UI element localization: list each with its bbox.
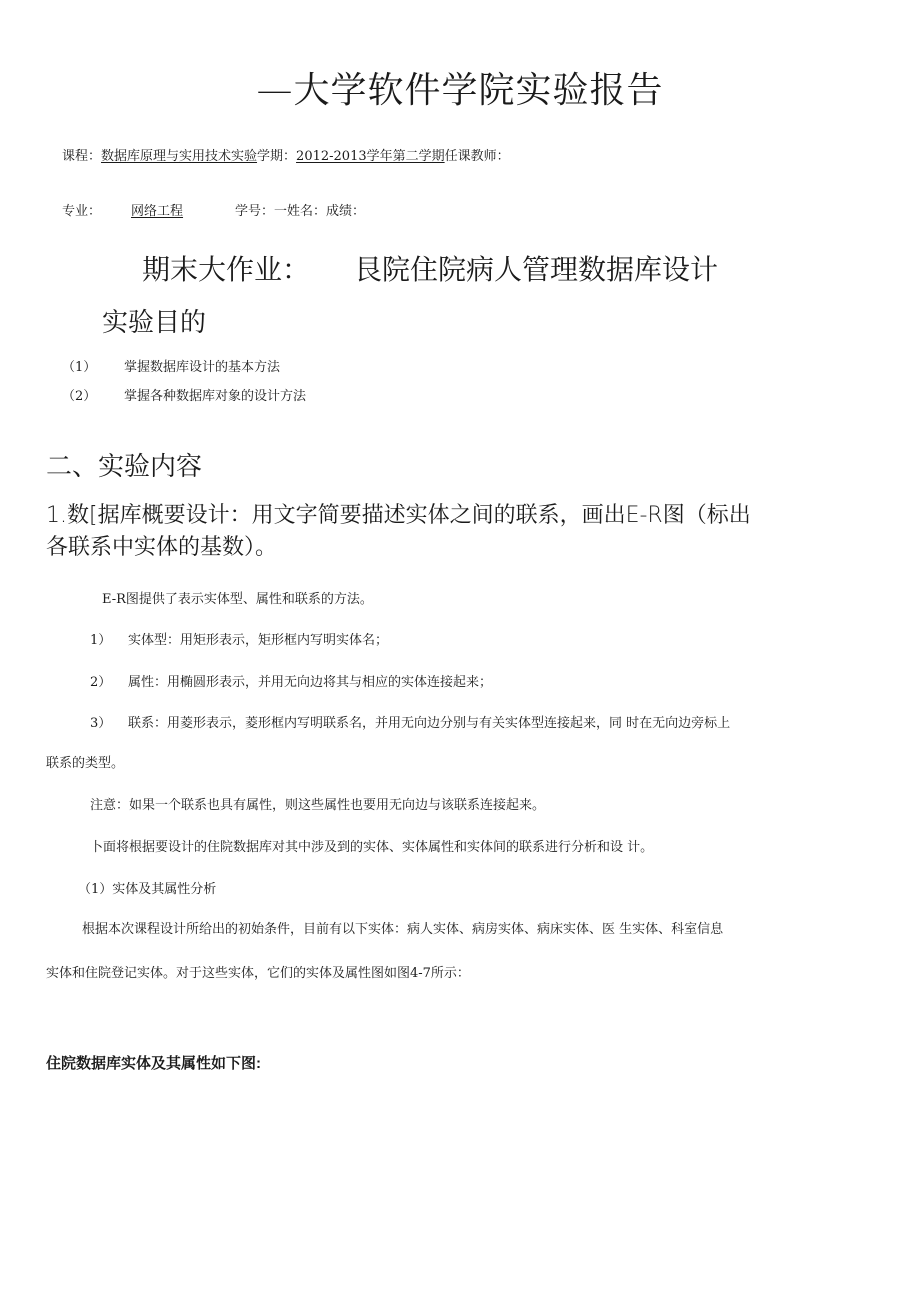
- list-item-text: 属性：用椭圆形表示，并用无向边将其与相应的实体连接起来；: [128, 675, 493, 690]
- objective-number: （1）: [62, 360, 97, 375]
- course-value: 数据库原理与实用技术实验: [101, 149, 258, 164]
- objective-number: （2）: [62, 389, 97, 404]
- objective-text: 掌握各种数据库对象的设计方法: [124, 389, 307, 404]
- term-label: 学期：: [257, 149, 297, 164]
- course-info-line: [62, 145, 510, 164]
- list-item-text: 联系：用菱形表示，菱形框内写明联系名，并用无向边分别与有关实体型连接起来，同 时在无向边旁标上: [128, 716, 731, 731]
- objective-text: 掌握数据库设计的基本方法: [124, 360, 281, 375]
- note-paragraph: 注意：如果一个联系也具有属性，则这些属性也要用无向边与该联系连接起来。: [90, 798, 546, 813]
- er-intro-paragraph: E-R图提供了表示实体型、属性和联系的方法。: [102, 592, 373, 607]
- subheading-line-1: 1.数[据库概要设计：用文字简要描述实体之间的联系，画出E-R图（标出: [46, 503, 751, 528]
- major-label: 专业：: [62, 204, 102, 219]
- project-title: [142, 248, 718, 288]
- entities-paragraph-line-1: 根据本次课程设计所给出的初始条件，目前有以下实体：病人实体、病房实体、病床实体、医 生实体、科室信息: [82, 922, 724, 937]
- teacher-label: 任课教师：: [444, 149, 510, 164]
- list-item-text: 实体型：用矩形表示，矩形框内写明实体名；: [128, 633, 389, 648]
- student-info-labels: 学号：一姓名：成绩：: [235, 204, 366, 219]
- course-label: 课程：: [62, 149, 102, 164]
- project-title-prefix: 期末大作业：: [142, 253, 311, 286]
- list-item-number: 1）: [90, 633, 112, 648]
- entity-analysis-subheading: （1）实体及其属性分析: [78, 882, 217, 897]
- figure-caption: 住院数据库实体及其属性如下图:: [46, 1055, 261, 1072]
- term-value: 2012-2013学年第二学期: [296, 149, 445, 164]
- project-title-name: 艮院住院病人管理数据库设计: [354, 253, 719, 286]
- list-item-number: 3）: [90, 716, 112, 731]
- analysis-intro-paragraph: 卜面将根据要设计的住院数据库对其中涉及到的实体、实体属性和实体间的联系进行分析和设 计。: [90, 840, 654, 855]
- list-item-continuation: 联系的类型。: [46, 756, 125, 771]
- section-content-heading: 二、实验内容: [46, 452, 203, 482]
- section-objectives-heading: 实验目的: [102, 308, 207, 338]
- major-value: 网络工程: [131, 204, 184, 219]
- entities-paragraph-line-2: 实体和住院登记实体。对于这些实体，它们的实体及属性图如图4-7所示：: [46, 966, 470, 981]
- report-title: —大学软件学院实验报告: [256, 70, 664, 111]
- major-info-line: [62, 200, 365, 219]
- list-item-number: 2）: [90, 675, 112, 690]
- subheading-line-2: 各联系中实体的基数）。: [46, 535, 278, 560]
